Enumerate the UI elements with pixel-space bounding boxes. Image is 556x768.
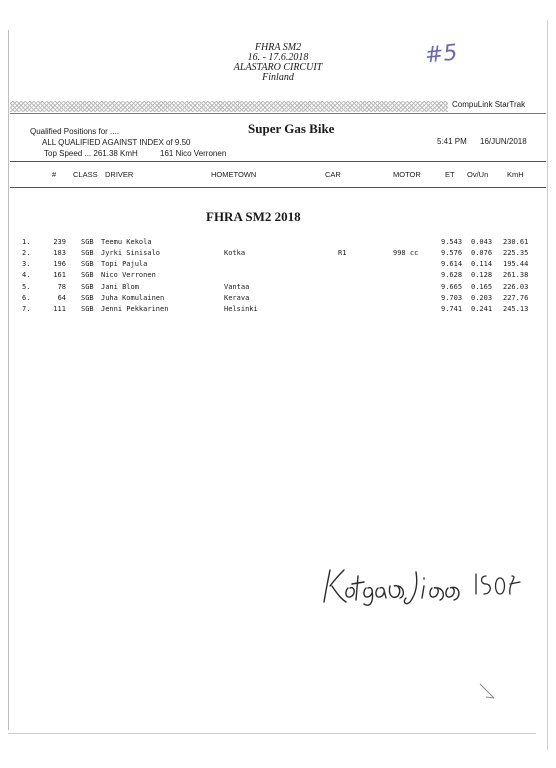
cell-ovun: 0.114 [471,260,493,268]
print-time: 5:41 PM [437,137,467,146]
cell-kmh: 261.38 [503,271,529,279]
cell-class: SGB [81,260,94,268]
col-ovun: Ov/Un [467,170,489,179]
header-venue: ALASTARO CIRCUIT [233,62,323,73]
cell-hometown: Vantaa [224,283,250,291]
cell-kmh: 230.61 [503,238,529,246]
cell-car: R1 [338,249,347,257]
cell-number: 64 [57,294,66,302]
cell-position: 7. [22,305,31,313]
top-speed: Top Speed ... 261.38 KmH [44,149,138,158]
col-hometown: HOMETOWN [211,170,257,179]
header-country: Finland [262,72,294,83]
page-border-left [8,30,9,730]
column-header-rule-bottom [10,187,546,188]
cell-ovun: 0.241 [471,305,493,313]
cell-class: SGB [81,249,94,257]
cell-position: 6. [22,294,31,302]
cell-kmh: 226.03 [503,283,529,291]
cell-number: 111 [53,305,66,313]
cell-ovun: 0.076 [471,249,493,257]
handwritten-page-mark: #5 [423,40,459,69]
cell-driver: Teemu Kekola [101,238,152,246]
table-row [0,304,556,314]
cell-driver: Topi Pajula [101,260,148,268]
cell-driver: Nico Verronen [101,271,156,279]
cell-class: SGB [81,294,94,302]
cell-hometown: Kotka [224,249,246,257]
cell-hometown: Helsinki [224,305,258,313]
cell-driver: Jenni Pekkarinen [101,305,169,313]
table-row [0,259,556,269]
cell-position: 3. [22,260,31,268]
cell-position: 2. [22,249,31,257]
cell-et: 9.741 [441,305,463,313]
cell-number: 161 [53,271,66,279]
event-title: Super Gas Bike [248,121,335,136]
cell-kmh: 245.13 [503,305,529,313]
cell-et: 9.576 [441,249,463,257]
cell-kmh: 227.76 [503,294,529,302]
cell-number: 196 [53,260,66,268]
col-motor: MOTOR [393,170,421,179]
cell-number: 239 [53,238,66,246]
table-row [0,282,556,292]
cell-kmh: 225.35 [503,249,529,257]
header-dates: 16. - 17.6.2018 [247,52,309,63]
pen-mark [478,682,498,706]
cell-et: 9.614 [441,260,463,268]
cell-et: 9.703 [441,294,463,302]
index-line: ALL QUALIFIED AGAINST INDEX of 9.50 [42,138,191,147]
page-border-right [547,20,548,750]
cell-number: 78 [57,283,66,291]
cell-driver: Jyrki Sinisalo [101,249,161,257]
cell-class: SGB [81,305,94,313]
col-car: CAR [325,170,341,179]
cell-class: SGB [81,271,94,279]
cell-et: 9.665 [441,283,463,291]
table-row [0,237,556,247]
cell-driver: Jani Blom [101,283,139,291]
table-row [0,293,556,303]
cell-ovun: 0.165 [471,283,493,291]
cell-position: 4. [22,271,31,279]
handwritten-signature [320,562,530,607]
cell-class: SGB [81,238,94,246]
page-border-bottom [8,733,536,734]
cell-position: 1. [22,238,31,246]
cell-et: 9.628 [441,271,463,279]
col-driver: DRIVER [105,170,134,179]
col-num: # [52,170,57,179]
cell-et: 9.543 [441,238,463,246]
col-et: ET [445,170,455,179]
header-event: FHRA SM2 [254,42,302,53]
dotted-rule [10,101,448,112]
cell-ovun: 0.128 [471,271,493,279]
col-kmh: KmH [507,170,524,179]
cell-ovun: 0.043 [471,238,493,246]
top-speed-driver: 161 Nico Verronen [160,149,227,158]
header-rule [10,113,546,114]
section-title: FHRA SM2 2018 [206,209,301,224]
column-header-rule-top [10,161,546,162]
cell-driver: Juha Komulainen [101,294,165,302]
cell-ovun: 0.203 [471,294,493,302]
cell-motor: 998 cc [393,249,419,257]
cell-kmh: 195.44 [503,260,529,268]
document-header [0,43,556,83]
cell-class: SGB [81,283,94,291]
col-class: CLASS [73,170,98,179]
software-label: CompuLink StarTrak [452,100,526,109]
qualified-label: Qualified Positions for .... [30,127,119,136]
cell-hometown: Kerava [224,294,250,302]
cell-number: 183 [53,249,66,257]
print-date: 16/JUN/2018 [480,137,527,146]
table-row [0,248,556,258]
cell-position: 5. [22,283,31,291]
table-row [0,270,556,280]
